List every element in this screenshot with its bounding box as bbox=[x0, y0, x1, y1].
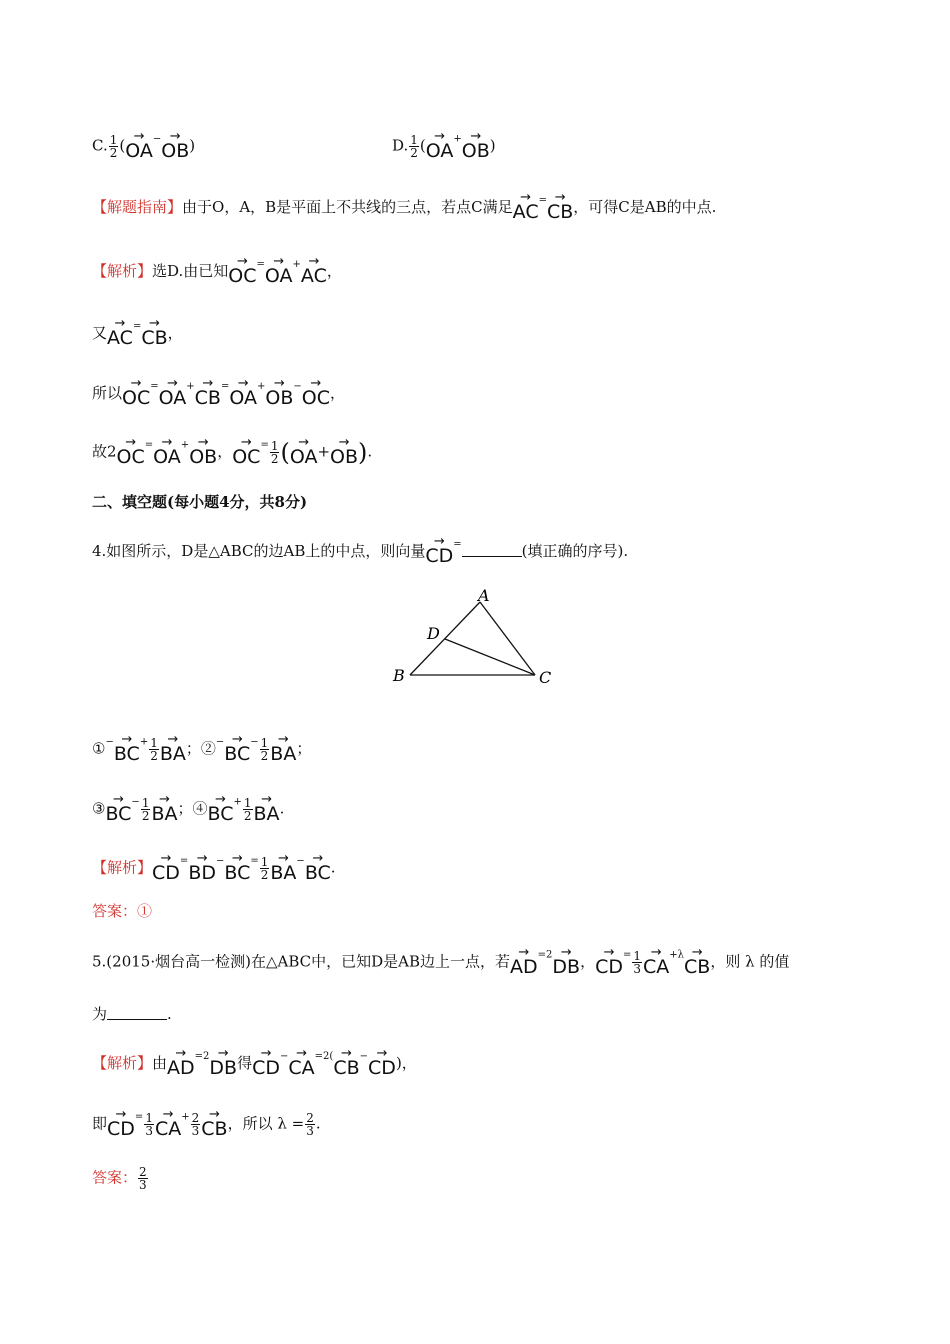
vector-cb: → CB bbox=[201, 1118, 227, 1139]
vector-oc: → OC bbox=[232, 446, 260, 467]
question-4: 4.如图所示，D是△ABC的边AB上的中点，则向量→ CD= (填正确的序号). bbox=[92, 540, 628, 566]
vector-oc: → OC bbox=[122, 387, 150, 408]
vector-cd: → CD bbox=[252, 1057, 280, 1078]
question-5: 5.(2015·烟台高一检测)在△ABC中，已知D是AB边上一点，若→ $AD^{=2}\to$ DB，→ CD= $\frac{1}{3}$ → $CA^{+\lambda}\to$ CB，则 λ 的值 bbox=[92, 950, 789, 977]
vector-ba: → BA bbox=[151, 803, 177, 824]
vector-bc: → BC bbox=[114, 743, 140, 764]
vector-ca: → CA bbox=[643, 956, 669, 977]
vector-ob: → OB bbox=[189, 446, 217, 467]
answer-q4: 答案：① bbox=[92, 902, 153, 920]
fraction: $\frac{2}{3}$ bbox=[306, 1111, 314, 1138]
vector-ac: → AC bbox=[107, 327, 133, 348]
vector-oa: → OA bbox=[229, 387, 257, 408]
fraction: $\frac{1}{2}$ bbox=[260, 736, 269, 763]
fraction: $\frac{1}{3}$ bbox=[633, 949, 642, 976]
vector-bc: → BC bbox=[208, 803, 234, 824]
options-row-2: ③→ BC− $\frac{1}{2}$ → BA；④→ BC+ $\frac{1}{2}$ → BA. bbox=[92, 797, 284, 824]
vector-ad: → AD bbox=[167, 1057, 195, 1078]
analysis-line-4: 故2→ OC=→ OA+→ OB，→ OC= $\frac{1}{2}$ (→ OA+→ OB). bbox=[92, 440, 372, 467]
answer-q5: 答案： $\frac{2}{3}$ bbox=[92, 1165, 147, 1192]
fraction: $\frac{2}{3}$ bbox=[139, 1165, 147, 1192]
vector-cb: → CB bbox=[141, 327, 167, 348]
vector-oc: → OC bbox=[228, 265, 256, 286]
answer-blank bbox=[107, 1009, 167, 1020]
solution-guide: 【解题指南】由于O，A，B是平面上不共线的三点，若点C满足→ AC=→ CB，可得C是AB的中点. bbox=[92, 196, 716, 222]
vector-cb: → CB bbox=[333, 1057, 359, 1078]
vector-cd: → CD bbox=[107, 1118, 135, 1139]
analysis-q4: 【解析】→ CD=→ BD−→ BC= $\frac{1}{2}$ → BA−→ BC. bbox=[92, 856, 336, 883]
vector-bc: → BC bbox=[224, 862, 250, 883]
fraction: $\frac{1}{2}$ bbox=[243, 796, 252, 823]
vector-ac: → AC bbox=[513, 201, 539, 222]
vector-oc: → OC bbox=[302, 387, 330, 408]
vector-ad: → AD bbox=[510, 956, 538, 977]
vector-ca: → CA bbox=[288, 1057, 314, 1078]
analysis-q5-line-2: 即→ CD= $\frac{1}{3}$ → CA+ $\frac{2}{3}$ → CB，所以 λ = $\frac{2}{3}$ . bbox=[92, 1112, 321, 1139]
vector-db: → DB bbox=[552, 956, 580, 977]
answer-blank bbox=[462, 546, 522, 557]
vector-ob: → OB bbox=[265, 387, 293, 408]
vector-bd: → BD bbox=[188, 862, 216, 883]
vector-ob: → OB bbox=[462, 140, 490, 161]
fraction: $\frac{1}{2}$ bbox=[270, 439, 279, 466]
vector-oa: → OA bbox=[265, 265, 293, 286]
question-5-cont: 为 . bbox=[92, 1005, 172, 1023]
section-title: 二、填空题(每小题4分，共8分) bbox=[92, 493, 308, 511]
vector-ac: → AC bbox=[301, 265, 327, 286]
fraction: $\frac{1}{2}$ bbox=[260, 855, 269, 882]
vector-oa: → OA bbox=[290, 446, 318, 467]
fraction: $\frac{1}{2}$ bbox=[109, 133, 118, 160]
vector-oa: → OA bbox=[159, 387, 187, 408]
vector-cd: → CD bbox=[595, 956, 623, 977]
fraction: $\frac{1}{2}$ bbox=[410, 133, 418, 160]
analysis-q5-line-1: 【解析】由→ $AD^{=2}\to$ DB得→ $CD^-\to CA^{=2(}\to CB^-\to CD$)， bbox=[92, 1052, 417, 1078]
vector-ob: → OB bbox=[330, 446, 358, 467]
vector-bc: → BC bbox=[224, 743, 250, 764]
vector-cb: → CB bbox=[684, 956, 710, 977]
vector-ba: → BA bbox=[160, 743, 186, 764]
vector-cd: → CD bbox=[152, 862, 180, 883]
option-c: C. $\frac{1}{2}$ (→ OA−→ OB) bbox=[92, 134, 195, 161]
vector-oc: → OC bbox=[117, 446, 145, 467]
fraction: $\frac{1}{3}$ bbox=[145, 1111, 153, 1138]
vector-ob: → OB bbox=[161, 140, 189, 161]
vector-ba: → BA bbox=[254, 803, 280, 824]
fraction: $\frac{1}{2}$ bbox=[150, 736, 158, 763]
vector-cd: → CD bbox=[425, 545, 453, 566]
vector-ca: → CA bbox=[155, 1118, 181, 1139]
analysis-line-2: 又→ AC=→ CB， bbox=[92, 322, 183, 348]
triangle-figure bbox=[385, 582, 565, 692]
vector-cb: → CB bbox=[547, 201, 573, 222]
label-b: B bbox=[393, 666, 405, 685]
vector-oa: → OA bbox=[125, 140, 153, 161]
vector-bc: → BC bbox=[305, 862, 331, 883]
label-d: D bbox=[427, 624, 440, 643]
vector-cd: → CD bbox=[368, 1057, 396, 1078]
vector-cb: → CB bbox=[195, 387, 221, 408]
fraction: $\frac{2}{3}$ bbox=[191, 1111, 200, 1138]
vector-db: → DB bbox=[209, 1057, 237, 1078]
option-d: D. $\frac{1}{2}$ (→ OA+→ OB) bbox=[392, 134, 496, 161]
vector-bc: → BC bbox=[105, 803, 131, 824]
vector-ba: → BA bbox=[270, 862, 296, 883]
label-a: A bbox=[478, 586, 490, 605]
fraction: $\frac{1}{2}$ bbox=[141, 796, 150, 823]
vector-ba: → BA bbox=[270, 743, 296, 764]
analysis-line-3: 所以→ OC=→ OA+→ CB=→ OA+→ OB−→ OC， bbox=[92, 382, 345, 408]
analysis-line-1: 【解析】选D.由已知→ OC=→ OA+→ AC， bbox=[92, 260, 342, 286]
options-row-1: ①−→ BC+ $\frac{1}{2}$ → BA；②−→ BC− $\frac{1}{2}$ → BA； bbox=[92, 737, 311, 764]
vector-oa: → OA bbox=[153, 446, 181, 467]
label-c: C bbox=[539, 668, 552, 687]
vector-oa: → OA bbox=[426, 140, 454, 161]
